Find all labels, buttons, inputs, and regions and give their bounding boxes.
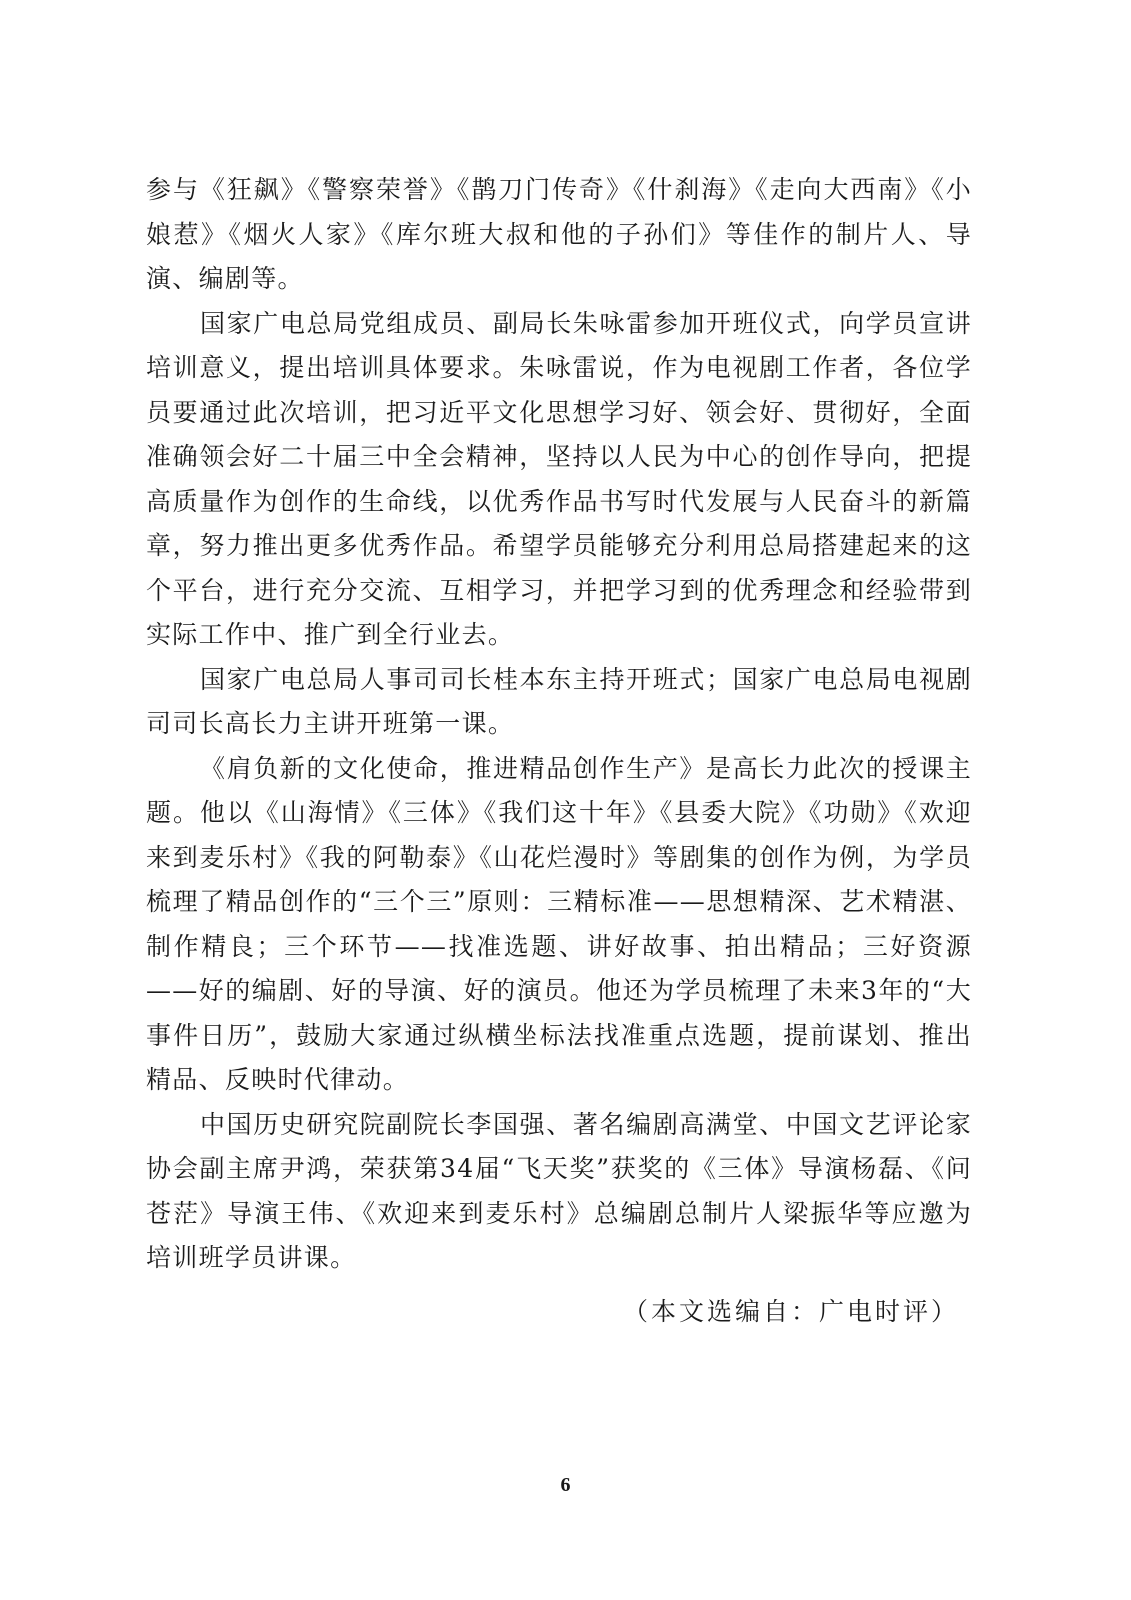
paragraph-1: 参与《狂飙》《警察荣誉》《鹊刀门传奇》《什刹海》《走向大西南》《小娘惹》《烟火人家》《库尔班大叔和他的子孙们》等佳作的制片人、导演、编剧等。	[146, 175, 972, 293]
article-body	[146, 168, 972, 1281]
source-note: （本文选编自：广电时评）	[622, 1297, 959, 1326]
paragraph-2: 国家广电总局党组成员、副局长朱咏雷参加开班仪式，向学员宣讲培训意义，提出培训具体要求。朱咏雷说，作为电视剧工作者，各位学员要通过此次培训，把习近平文化思想学习好、领会好、贯彻好，全面准确领会好二十届三中全会精神，坚持以人民为中心的创作导向，把提高质量作为创作的生命线，以优秀作品书写时代发展与人民奋斗的新篇章，努力推出更多优秀作品。希望学员能够充分利用总局搭建起来的这个平台，进行充分交流、互相学习，并把学习到的优秀理念和经验带到实际工作中、推广到全行业去。	[146, 308, 972, 649]
paragraph-3: 国家广电总局人事司司长桂本东主持开班式；国家广电总局电视剧司司长高长力主讲开班第一课。	[146, 664, 972, 738]
paragraph-5: 中国历史研究院副院长李国强、著名编剧高满堂、中国文艺评论家协会副主席尹鸿，荣获第34届“飞天奖”获奖的《三体》导演杨磊、《问苍茫》导演王伟、《欢迎来到麦乐村》总编剧总制片人梁振华等应邀为培训班学员讲课。	[146, 1109, 972, 1272]
page-number: 6	[560, 1474, 571, 1496]
paragraph-4: 《肩负新的文化使命，推进精品创作生产》是高长力此次的授课主题。他以《山海情》《三体》《我们这十年》《县委大院》《功勋》《欢迎来到麦乐村》《我的阿勒泰》《山花烂漫时》等剧集的创作为例，为学员梳理了精品创作的“三个三”原则：三精标准——思想精深、艺术精湛、制作精良；三个环节——找准选题、讲好故事、拍出精品；三好资源——好的编剧、好的导演、好的演员。他还为学员梳理了未来3年的“大事件日历”，鼓励大家通过纵横坐标法找准重点选题，提前谋划、推出精品、反映时代律动。	[146, 753, 972, 1094]
